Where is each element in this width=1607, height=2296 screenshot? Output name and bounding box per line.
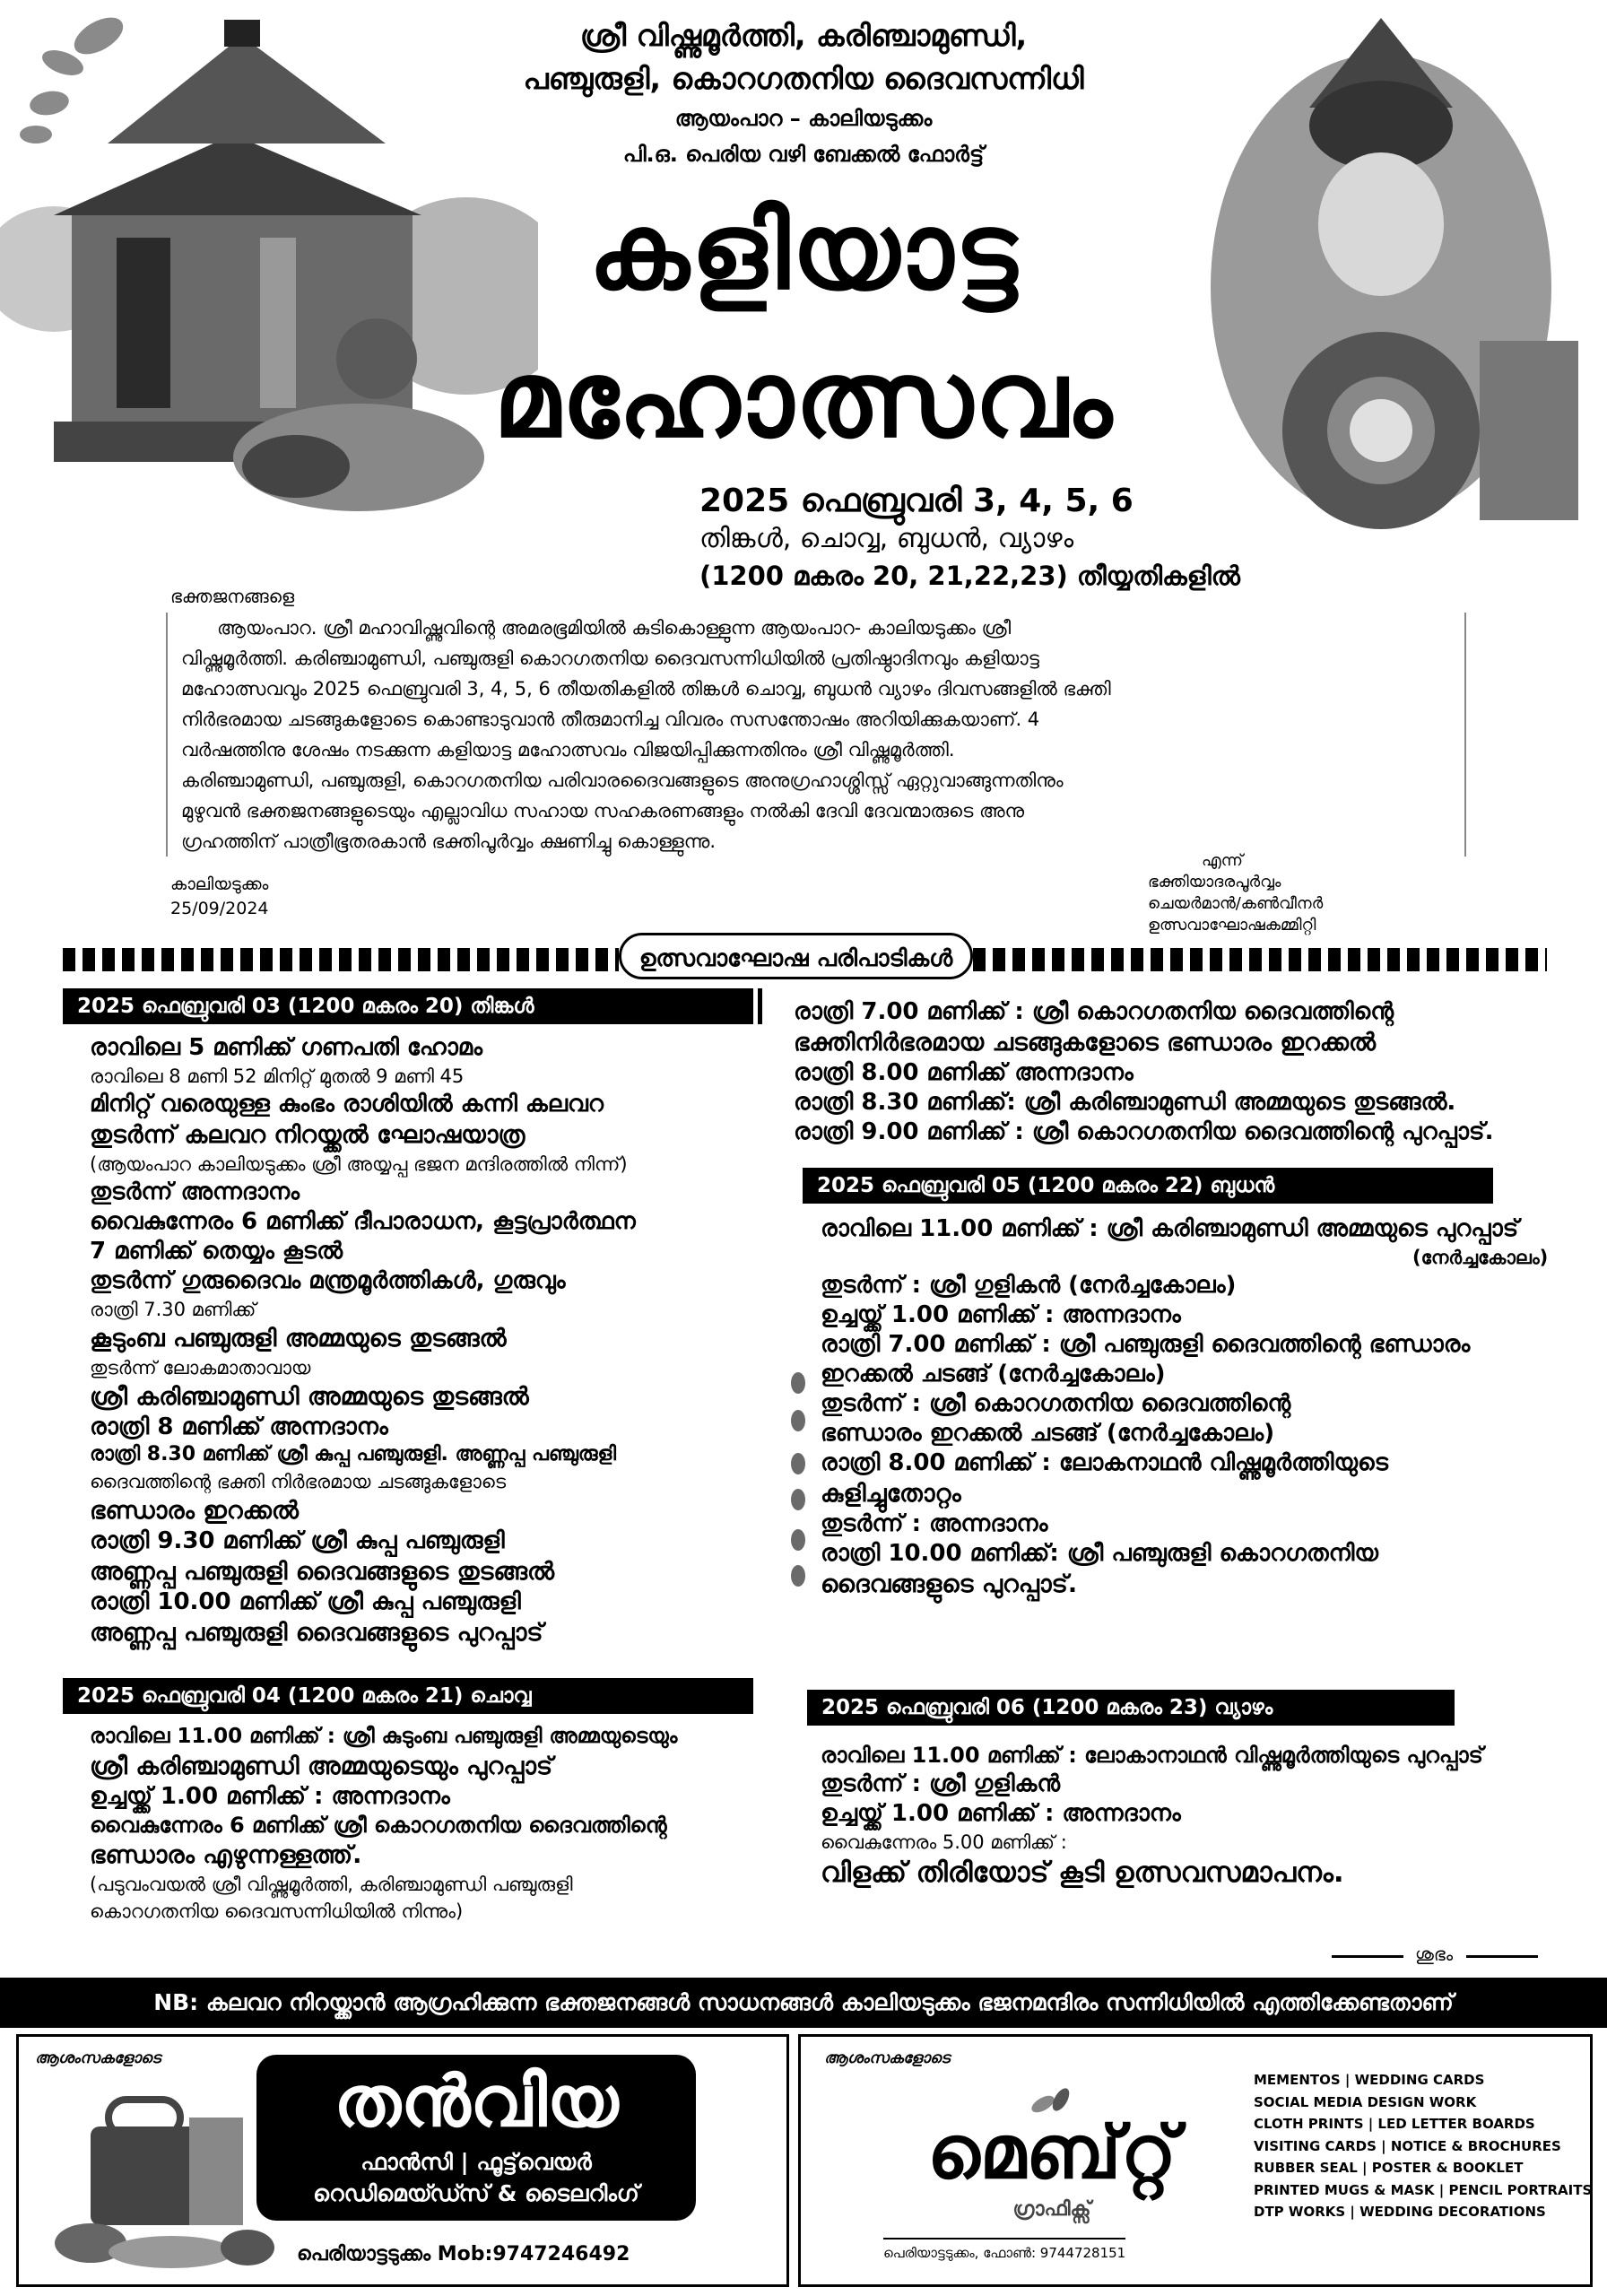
service-item: MEMENTOS | WEDDING CARDS [1254, 2072, 1485, 2088]
event-line: തുടർന്ന് ഗുരുദൈവം മന്ത്രമൂർത്തികൾ, ഗുരുവും [90, 1267, 566, 1294]
letter-line: വർഷത്തിനു ശേഷം നടക്കുന്ന കളിയാട്ട മഹോത്സവം വിജയിപ്പിക്കുന്നതിനും ശ്രീ വിഷ്ണുമൂർത്തി. [181, 739, 955, 761]
sign-line: ഭക്തിയാദരപൂർവ്വം [1148, 873, 1281, 891]
day-header-feb03: 2025 ഫെബ്രുവരി 03 (1200 മകരം 20) തിങ്കൾ [63, 988, 753, 1024]
ad-address: പെരിയാട്ടടുക്കം Mob:9747246492 [297, 2243, 630, 2266]
event-line: ഭക്തിനിർഭരമായ ചടങ്ങുകളോടെ ഭണ്ഡാരം ഇറക്കൽ [794, 1029, 1377, 1057]
header-line3: ആയംപാറ – കാലിയടുക്കം [674, 106, 933, 131]
letter-line: വിഷ്ണുമൂർത്തി. കരിഞ്ചാമുണ്ഡി, പഞ്ചുരുളി കൊറഗതനിയ ദൈവസന്നിധിയിൽ പ്രതിഷ്ഠാദിനവും കളിയാട്ട [181, 648, 1039, 669]
shubham-rule-right [1466, 1955, 1538, 1958]
festival-title-1: കളിയാട്ട [588, 189, 1019, 313]
event-line: മിനിറ്റ് വരെയുള്ള കുംഭം രാശിയിൽ കന്നി കലവറ [90, 1091, 604, 1118]
event-line: തുടർന്ന് : ശ്രീ കൊറഗതനിയ ദൈവത്തിന്റെ [821, 1390, 1291, 1417]
schedule-feb06 [821, 1738, 1483, 1887]
event-line: വൈകുന്നേരം 5.00 മണിക്ക് : [821, 1831, 1067, 1853]
event-line: ഉച്ചയ്ക്ക് 1.00 മണിക്ക് : അന്നദാനം [90, 1783, 450, 1810]
event-line: ശ്രീ കരിഞ്ചാമുണ്ഡി അമ്മയുടെ തുടങ്ങൽ [90, 1383, 529, 1411]
event-line: തുടർന്ന് : ശ്രീ ഗുളികൻ [821, 1770, 1061, 1797]
letter-line: മുഴുവൻ ഭക്തജനങ്ങളുടെയും എല്ലാവിധ സഹായ സഹകരണങ്ങളും നൽകി ദേവി ദേവന്മാരുടെ അനു [181, 800, 1025, 822]
sign-line: എന്ന് [1202, 851, 1243, 870]
event-line: രാത്രി 7.00 മണിക്ക് : ശ്രീ കൊറഗതനിയ ദൈവത്തിന്റെ [794, 998, 1394, 1025]
letter-signature [1148, 850, 1323, 936]
header-line2: പഞ്ചുരുളി, കൊറഗതനിയ ദൈവസന്നിധി [523, 61, 1084, 96]
event-line: കൊറഗതനിയ ദൈവസന്നിധിയിൽ നിന്നും) [90, 1900, 464, 1922]
event-line: രാത്രി 9.00 മണിക്ക് : ശ്രീ കൊറഗതനിയ ദൈവത്തിന്റെ പുറപ്പാട്. [794, 1118, 1494, 1145]
bullet-dot [791, 1565, 805, 1587]
bullet-dot [791, 1410, 805, 1431]
bullet-dot [791, 1453, 805, 1474]
date-line: 2025 ഫെബ്രുവരി 3, 4, 5, 6 [699, 483, 1134, 519]
event-line: കുളിച്ചുതോറ്റം [821, 1480, 961, 1508]
event-line: ഇറക്കൽ ചടങ്ങ് (നേർച്ചകോലം) [821, 1361, 1166, 1387]
event-line: രാത്രി 8.00 മണിക്ക് അന്നദാനം [794, 1059, 1134, 1086]
event-line: അണ്ണപ്പ പഞ്ചുരുളി ദൈവങ്ങളുടെ പുറപ്പാട് [90, 1619, 543, 1647]
service-item: DTP WORKS | WEDDING DECORATIONS [1254, 2204, 1546, 2220]
event-line: ശ്രീ കരിഞ്ചാമുണ്ഡി അമ്മയുടെയും പുറപ്പാട് [90, 1752, 553, 1780]
malayalam-date-line: (1200 മകരം 20, 21,22,23) തീയ്യതികളിൽ [699, 561, 1240, 591]
event-line: അണ്ണപ്പ പഞ്ചുരുളി ദൈവങ്ങളുടെ തുടങ്ങൽ [90, 1558, 555, 1586]
letter-line: ആയംപാറ. ശ്രീ മഹാവിഷ്ണുവിന്റെ അമരഭൂമിയിൽ കുടികൊള്ളുന്ന ആയംപാറ- കാലിയടുക്കം ശ്രീ [217, 617, 1012, 639]
products-illustration [55, 2091, 279, 2279]
event-line: രാവിലെ 5 മണിക്ക് ഗണപതി ഹോമം [90, 1034, 483, 1061]
header-line4: പി.ഒ. പെരിയ വഴി ബേക്കൽ ഫോർട്ട് [622, 142, 985, 167]
festival-title-2: മഹോത്സവം [493, 337, 1114, 461]
program-title: ഉത്സവാഘോഷ പരിപാടികൾ [619, 933, 973, 979]
event-line: രാത്രി 8.00 മണിക്ക് : ലോകനാഥൻ വിഷ്ണുമൂർത്തിയുടെ [821, 1449, 1388, 1476]
event-line: ഭണ്ഡാരം എഴുന്നള്ളത്ത്. [90, 1841, 362, 1869]
event-line: വൈകുന്നേരം 6 മണിക്ക് ദീപാരാധന, കൂട്ടപ്രാർത്ഥന [90, 1208, 636, 1235]
header-line1: ശ്രീ വിഷ്ണുമൂർത്തി, കരിഞ്ചാമുണ്ഡി, [579, 18, 1028, 53]
event-line: രാത്രി 7.00 മണിക്ക് : ശ്രീ പഞ്ചുരുളി ദൈവത്തിന്റെ ഭണ്ഡാരം [821, 1331, 1471, 1358]
day-header-feb06: 2025 ഫെബ്രുവരി 06 (1200 മകരം 23) വ്യാഴം [807, 1690, 1455, 1726]
ad-address: പെരിയാട്ടടുക്കം, ഫോൺ: 9744728151 [883, 2238, 1125, 2261]
ad-name: തൻവിയ [334, 2062, 619, 2143]
letter-line: നിർഭരമായ ചടങ്ങുകളോടെ കൊണ്ടാടുവാൻ തീരുമാനിച്ച വിവരം സസന്തോഷം അറിയിക്കുകയാണ്. 4 [181, 709, 1040, 730]
event-line: രാത്രി 8 മണിക്ക് അന്നദാനം [90, 1413, 388, 1440]
event-line: രാത്രി 8.30 മണിക്ക്: ശ്രീ കരിഞ്ചാമുണ്ഡി അമ്മയുടെ തുടങ്ങൽ. [794, 1089, 1456, 1116]
letter-line: ഗ്രഹത്തിന് പാത്രീഭൂതരകാൻ ഭക്തിപൂർവ്വം ക്ഷണിച്ചു കൊള്ളുന്നു. [181, 831, 717, 852]
col-divider [758, 988, 762, 1024]
ad-greeting: ആശംസകളോടെ [35, 2049, 161, 2067]
ad-graphics [798, 2034, 1593, 2287]
event-line: ഉച്ചയ്ക്ക് 1.00 മണിക്ക് : അന്നദാനം [821, 1800, 1181, 1827]
schedule-feb04 [90, 1720, 677, 1921]
event-line: തുടർന്ന് ലോകമാതാവായ [90, 1357, 311, 1378]
bullet-dot [791, 1529, 805, 1551]
event-line: രാവിലെ 11.00 മണിക്ക് : ശ്രീ കരിഞ്ചാമുണ്ഡി അമ്മയുടെ പുറപ്പാട് [821, 1215, 1519, 1242]
sign-line: ഉത്സവാഘോഷകമ്മിറ്റി [1148, 916, 1316, 935]
event-line: വൈകുന്നേരം 6 മണിക്ക് ശ്രീ കൊറഗതനിയ ദൈവത്തിന്റെ [90, 1813, 667, 1838]
schedule-feb05 [821, 1211, 1548, 1596]
ad-greeting: ആശംസകളോടെ [824, 2049, 951, 2067]
event-line: രാവിലെ 8 മണി 52 മിനിറ്റ് മുതൽ 9 മണി 45 [90, 1065, 465, 1087]
weekdays-line: തിങ്കൾ, ചൊവ്വ, ബുധൻ, വ്യാഴം [699, 523, 1074, 554]
event-line: വിളക്ക് തിരിയോട് കൂടി ഉത്സവസമാപനം. [821, 1857, 1344, 1889]
ad-name: മെബ്റ്റ് [926, 2110, 1177, 2196]
event-line: ഭണ്ഡാരം ഇറക്കൽ [90, 1497, 299, 1525]
event-line: രാവിലെ 11.00 മണിക്ക് : ശ്രീ കുടുംബ പഞ്ചുരുളി അമ്മയുടെയും [90, 1725, 678, 1748]
letter-salutation: ഭക്തജനങ്ങളെ [170, 586, 295, 607]
service-item: VISITING CARDS | NOTICE & BROCHURES [1254, 2137, 1561, 2154]
letter-place: കാലിയടുക്കം [170, 874, 269, 894]
ad-line1: ഫാൻസി | ഫൂട്ട്‌വെയർ [360, 2149, 592, 2175]
bullet-dot [791, 1489, 805, 1510]
service-item: SOCIAL MEDIA DESIGN WORK [1254, 2093, 1477, 2110]
shubham: ശുഭം [1415, 1944, 1454, 1965]
day-header-feb04: 2025 ഫെബ്രുവരി 04 (1200 മകരം 21) ചൊവ്വ [63, 1678, 753, 1714]
decorative-strip-left [63, 948, 619, 971]
event-line: (പടുവംവയൽ ശ്രീ വിഷ്ണുമൂർത്തി, കരിഞ്ചാമുണ്ഡി പഞ്ചുരുളി [90, 1874, 573, 1895]
event-line: തുടർന്ന് അന്നദാനം [90, 1178, 300, 1205]
event-line: 7 മണിക്ക് തെയ്യം കൂടൽ [90, 1238, 343, 1265]
decorative-strip-right [973, 948, 1547, 971]
letter-body [166, 613, 1466, 857]
event-line: രാത്രി 7.30 മണിക്ക് [90, 1299, 256, 1320]
schedule-feb04-night [794, 994, 1493, 1144]
service-list [1254, 2069, 1592, 2223]
day-header-feb05: 2025 ഫെബ്രുവരി 05 (1200 മകരം 22) ബുധൻ [803, 1168, 1493, 1204]
event-line: രാത്രി 10.00 മണിക്ക് ശ്രീ കുപ്പ പഞ്ചുരുളി [90, 1588, 521, 1615]
service-item: CLOTH PRINTS | LED LETTER BOARDS [1254, 2116, 1535, 2132]
event-line: ദൈവത്തിന്റെ ഭക്തി നിർഭരമായ ചടങ്ങുകളോടെ [90, 1471, 507, 1492]
ad-line2: റെഡിമെയ്ഡ്സ് & ടൈലറിംഗ് [313, 2180, 639, 2206]
service-item: RUBBER SEAL | POSTER & BOOKLET [1254, 2160, 1524, 2176]
nb-notice: NB: കലവറ നിറയ്ക്കാൻ ആഗ്രഹിക്കുന്ന ഭക്തജനങ്ങൾ സാധനങ്ങൾ കാലിയടുക്കം ഭജനമന്ദിരം സന്നിധിയിൽ എത്തിക്കേണ്ടതാണ് [0, 1978, 1607, 2028]
event-line: തുടർന്ന് : അന്നദാനം [821, 1510, 1048, 1537]
sign-line: ചെയർമാൻ/കൺവീനർ [1148, 894, 1324, 913]
event-line: ഭണ്ഡാരം ഇറക്കൽ ചടങ്ങ് (നേർച്ചകോലം) [821, 1420, 1275, 1447]
ad-thanviya [16, 2034, 789, 2287]
event-line: രാത്രി 8.30 മണിക്ക് ശ്രീ കുപ്പ പഞ്ചുരുളി. അണ്ണപ്പ പഞ്ചുരുളി [90, 1443, 617, 1465]
event-line: തുടർന്ന് : ശ്രീ ഗുളികൻ (നേർച്ചകോലം) [821, 1272, 1237, 1299]
event-line: തുടർന്ന് കലവറ നിറയ്ക്കൽ ഘോഷയാത്ര [90, 1121, 526, 1149]
letter-line: കരിഞ്ചാമുണ്ഡി, പഞ്ചുരുളി, കൊറഗതനിയ പരിവാരദൈവങ്ങളുടെ അനുഗ്രഹാശ്ശിസ്സ് ഏറ്റുവാങ്ങുന്നതിനും [181, 770, 1064, 791]
bullet-dot [791, 1372, 805, 1394]
event-line: (ആയംപാറ കാലിയടുക്കം ശ്രീ അയ്യപ്പ ഭജന മന്ദിരത്തിൽ നിന്ന്) [90, 1153, 628, 1175]
letter-line: മഹോത്സവവും 2025 ഫെബ്രുവരി 3, 4, 5, 6 തീയതികളിൽ തിങ്കൾ ചൊവ്വ, ബുധൻ വ്യാഴം ദിവസങ്ങളിൽ ഭക്തി [181, 678, 1111, 700]
event-line: ദൈവങ്ങളുടെ പുറപ്പാട്. [821, 1570, 1078, 1598]
event-line: കൂടുംബ പഞ്ചുരുളി അമ്മയുടെ തുടങ്ങൽ [90, 1325, 507, 1352]
ad-sub: ഗ്രാഫിക്സ് [1012, 2198, 1091, 2221]
event-line: രാത്രി 9.30 മണിക്ക് ശ്രീ കുപ്പ പഞ്ചുരുളി [90, 1527, 505, 1554]
shubham-rule-left [1332, 1955, 1403, 1958]
service-item: PRINTED MUGS & MASK | PENCIL PORTRAITS [1254, 2181, 1593, 2198]
event-line: രാത്രി 10.00 മണിക്ക്: ശ്രീ പഞ്ചുരുളി കൊറഗതനിയ [821, 1540, 1378, 1567]
event-line: ഉച്ചയ്ക്ക് 1.00 മണിക്ക് : അന്നദാനം [821, 1301, 1181, 1328]
event-line: രാവിലെ 11.00 മണിക്ക് : ലോകാനാഥൻ വിഷ്ണുമൂർത്തിയുടെ പുറപ്പാട് [821, 1743, 1483, 1768]
event-line: (നേർച്ചകോലം) [1412, 1247, 1549, 1268]
schedule-feb03 [90, 1030, 636, 1645]
letter-date: 25/09/2024 [170, 899, 269, 918]
